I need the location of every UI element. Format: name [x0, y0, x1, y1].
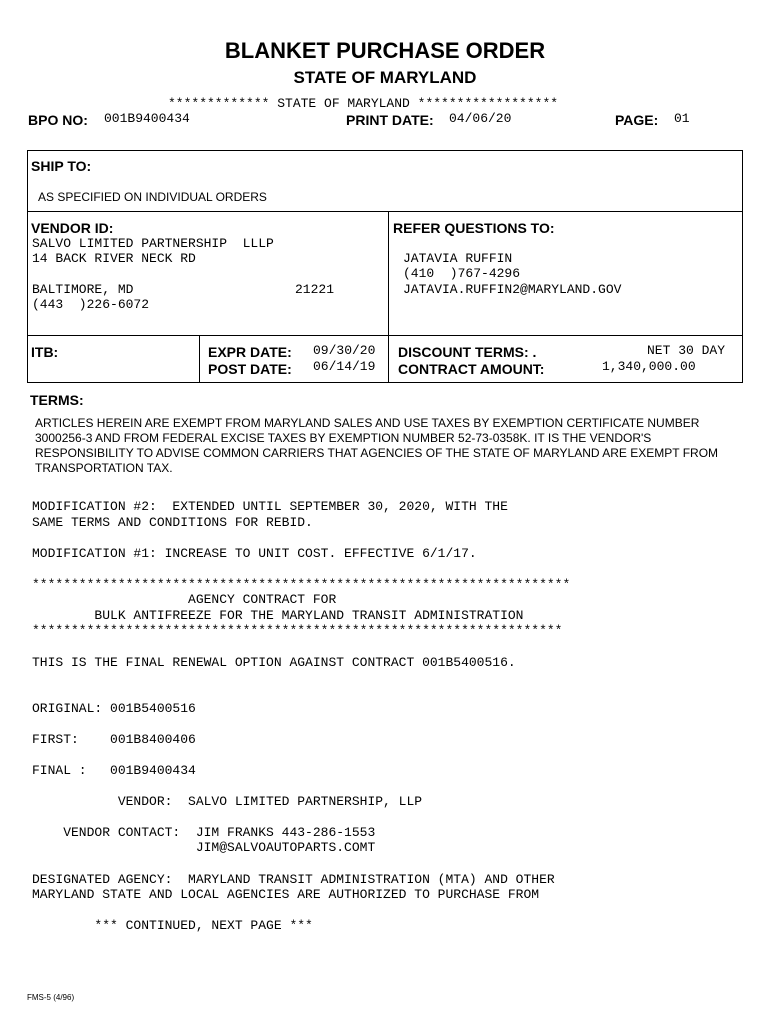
divider: [199, 335, 200, 383]
state-banner: ************* STATE OF MARYLAND ******************: [168, 96, 559, 111]
bpo-number: 001B9400434: [104, 111, 190, 126]
modification-1: MODIFICATION #1: INCREASE TO UNIT COST. EFFECTIVE 6/1/17.: [32, 546, 477, 561]
terms-label: TERMS:: [30, 392, 84, 408]
contact-phone: (410 )767-4296: [403, 266, 521, 281]
separator-stars: ********************************************************************: [32, 623, 563, 638]
modification-2-line1: MODIFICATION #2: EXTENDED UNTIL SEPTEMBER 30, 2020, WITH THE: [32, 499, 508, 514]
contact-name: JATAVIA RUFFIN: [403, 251, 513, 266]
designated-agency-line2: MARYLAND STATE AND LOCAL AGENCIES ARE AUTHORIZED TO PURCHASE FROM: [32, 887, 540, 902]
vendor-name: SALVO LIMITED PARTNERSHIP LLLP: [32, 236, 274, 251]
original-contract: ORIGINAL: 001B5400516: [32, 701, 196, 716]
document-subtitle: STATE OF MARYLAND: [293, 68, 477, 87]
expr-date-label: EXPR DATE:: [208, 344, 292, 360]
agency-contract-heading: AGENCY CONTRACT FOR: [32, 592, 337, 607]
contract-amount: 1,340,000.00: [602, 359, 696, 374]
vendor-city: BALTIMORE, MD: [32, 282, 134, 297]
modification-2-line2: SAME TERMS AND CONDITIONS FOR REBID.: [32, 515, 313, 530]
bpo-label: BPO NO:: [28, 112, 88, 128]
form-id: FMS-5 (4/96): [27, 993, 75, 1002]
divider: [27, 211, 743, 212]
refer-questions-label: REFER QUESTIONS TO:: [393, 220, 555, 236]
form-box: [27, 150, 743, 383]
discount-terms: NET 30 DAY: [647, 343, 726, 358]
page-number: 01: [674, 111, 690, 126]
vendor-phone: (443 )226-6072: [32, 297, 150, 312]
vendor-zip: 21221: [295, 282, 335, 297]
post-date-label: POST DATE:: [208, 361, 292, 377]
post-date: 06/14/19: [313, 359, 376, 374]
divider: [27, 335, 743, 336]
terms-text: ARTICLES HEREIN ARE EXEMPT FROM MARYLAND SALES AND USE TAXES BY EXEMPTION CERTIFICATE NUMBER 3000256-3 AND FROM FEDERAL EXCISE TAXES BY EXEMPTION NUMBER 52-73-0358K. IT IS THE VENDOR'S RESPONSIBILITY TO ADVISE COMMON CARRIERS THAT AGENCIES OF THE STATE OF MARYLAND ARE EXEMPT FROM TRANSPORTATION TAX.: [35, 416, 719, 475]
designated-agency-line1: DESIGNATED AGENCY: MARYLAND TRANSIT ADMINISTRATION (MTA) AND OTHER: [32, 872, 555, 887]
divider: [388, 211, 389, 383]
itb-label: ITB:: [31, 344, 59, 360]
first-contract: FIRST: 001B8400406: [32, 732, 196, 747]
contract-amount-label: CONTRACT AMOUNT:: [398, 361, 545, 377]
page-label: PAGE:: [615, 112, 659, 128]
vendor-line: VENDOR: SALVO LIMITED PARTNERSHIP, LLP: [32, 794, 423, 809]
expr-date: 09/30/20: [313, 343, 376, 358]
document-title: BLANKET PURCHASE ORDER: [224, 38, 546, 63]
ship-to-value: AS SPECIFIED ON INDIVIDUAL ORDERS: [38, 190, 267, 204]
final-renewal-note: THIS IS THE FINAL RENEWAL OPTION AGAINST CONTRACT 001B5400516.: [32, 655, 516, 670]
print-date-label: PRINT DATE:: [346, 112, 434, 128]
final-contract: FINAL : 001B9400434: [32, 763, 196, 778]
discount-terms-label: DISCOUNT TERMS: .: [398, 344, 537, 360]
agency-contract-subject: BULK ANTIFREEZE FOR THE MARYLAND TRANSIT ADMINISTRATION: [32, 608, 524, 623]
vendor-contact-line1: VENDOR CONTACT: JIM FRANKS 443-286-1553: [32, 825, 376, 840]
continued-note: *** CONTINUED, NEXT PAGE ***: [32, 918, 313, 933]
print-date: 04/06/20: [449, 111, 512, 126]
contact-email: JATAVIA.RUFFIN2@MARYLAND.GOV: [403, 282, 622, 297]
vendor-id-label: VENDOR ID:: [31, 220, 114, 236]
vendor-address: 14 BACK RIVER NECK RD: [32, 251, 196, 266]
separator-stars: *********************************************************************: [32, 577, 571, 592]
ship-to-label: SHIP TO:: [31, 158, 92, 174]
vendor-contact-line2: JIM@SALVOAUTOPARTS.COMT: [32, 840, 376, 855]
